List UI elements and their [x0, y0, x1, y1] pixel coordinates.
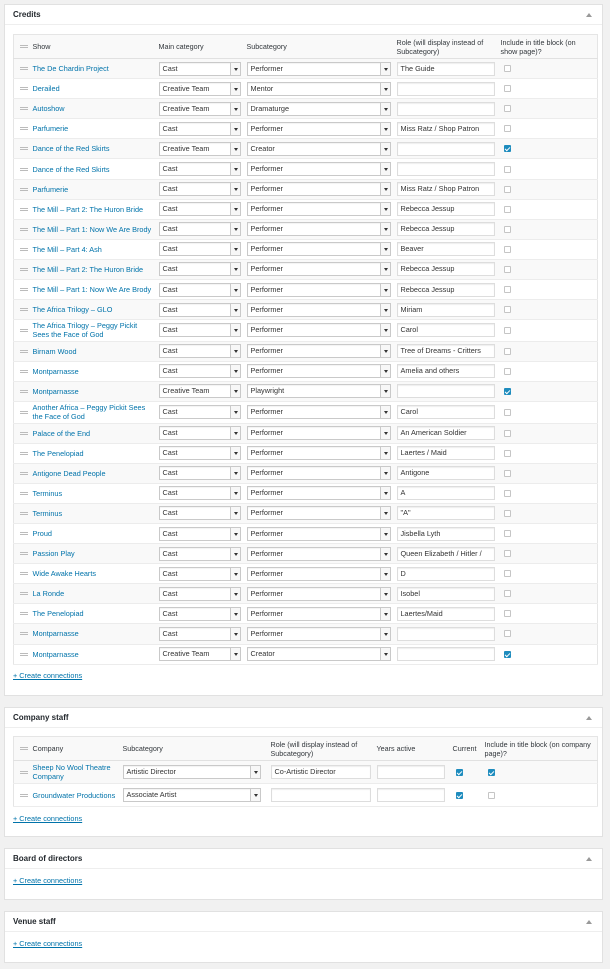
subcategory-select[interactable]: Dramaturge: [247, 102, 391, 116]
drag-handle-icon[interactable]: [20, 432, 28, 435]
show-link[interactable]: Autoshow: [32, 104, 65, 114]
board-create-connections-link[interactable]: + Create connections: [13, 876, 83, 885]
credit-row: [14, 59, 598, 79]
credit-row: [14, 159, 598, 179]
years-active-input[interactable]: [377, 765, 445, 779]
show-link[interactable]: Passion Play: [32, 549, 75, 559]
drag-handle-icon[interactable]: [20, 552, 28, 555]
show-link[interactable]: Dance of the Red Skirts: [32, 144, 110, 154]
drag-handle-icon[interactable]: [20, 592, 28, 595]
role-input[interactable]: Co-Artistic Director: [271, 765, 371, 779]
collapse-arrow-icon[interactable]: [586, 716, 592, 720]
subcategory-select[interactable]: Performer: [247, 202, 391, 216]
drag-handle-icon: [20, 45, 28, 48]
show-link[interactable]: Montparnasse: [32, 366, 79, 376]
drag-handle-icon[interactable]: [20, 350, 28, 353]
credit-row: [14, 320, 598, 342]
show-link[interactable]: The Mill – Part 4: Ash: [32, 244, 102, 254]
role-input[interactable]: Beaver: [397, 242, 495, 256]
credit-row: [14, 463, 598, 483]
main-category-select[interactable]: Cast: [159, 405, 241, 419]
drag-handle-icon[interactable]: [20, 208, 28, 211]
include-title-block-checkbox[interactable]: [488, 792, 495, 799]
subcategory-select[interactable]: Performer: [247, 323, 391, 337]
board-box: [4, 848, 603, 900]
board-title: Board of directors: [13, 854, 83, 863]
drag-handle-icon[interactable]: [20, 248, 28, 251]
include-title-block-checkbox[interactable]: [488, 769, 495, 776]
include-title-block-checkbox[interactable]: [504, 85, 511, 92]
col-company: Company: [30, 737, 120, 761]
role-input[interactable]: Rebecca Jessup: [397, 262, 495, 276]
drag-handle-icon[interactable]: [20, 87, 28, 90]
main-category-select[interactable]: Cast: [159, 162, 241, 176]
show-link[interactable]: Dance of the Red Skirts: [32, 164, 110, 174]
show-link[interactable]: The Penelopiad: [32, 609, 84, 619]
main-category-select[interactable]: Cast: [159, 627, 241, 641]
role-input[interactable]: Rebecca Jessup: [397, 202, 495, 216]
main-category-select[interactable]: Creative Team: [159, 647, 241, 661]
credit-row: [14, 644, 598, 664]
col-include: Include in title block (on show page)?: [498, 35, 598, 59]
subcategory-select[interactable]: Creator: [247, 647, 391, 661]
credit-row: [14, 239, 598, 259]
drag-handle-icon[interactable]: [20, 632, 28, 635]
include-title-block-checkbox[interactable]: [504, 166, 511, 173]
include-title-block-checkbox[interactable]: [504, 409, 511, 416]
role-input[interactable]: Laertes/Maid: [397, 607, 495, 621]
show-link[interactable]: The Mill – Part 2: The Huron Bride: [32, 264, 144, 274]
board-header[interactable]: [5, 849, 602, 869]
subcategory-select[interactable]: Mentor: [247, 82, 391, 96]
include-title-block-checkbox[interactable]: [504, 105, 511, 112]
include-title-block-checkbox[interactable]: [504, 470, 511, 477]
main-category-select[interactable]: Creative Team: [159, 102, 241, 116]
main-category-select[interactable]: Cast: [159, 202, 241, 216]
show-link[interactable]: Antigone Dead People: [32, 468, 106, 478]
role-input[interactable]: A: [397, 486, 495, 500]
include-title-block-checkbox[interactable]: [504, 450, 511, 457]
include-title-block-checkbox[interactable]: [504, 327, 511, 334]
credit-row: [14, 584, 598, 604]
subcategory-select[interactable]: Performer: [247, 242, 391, 256]
credit-row: [14, 219, 598, 239]
credit-row: [14, 79, 598, 99]
main-category-select[interactable]: Cast: [159, 242, 241, 256]
include-title-block-checkbox[interactable]: [504, 125, 511, 132]
show-link[interactable]: La Ronde: [32, 589, 65, 599]
main-category-select[interactable]: Cast: [159, 344, 241, 358]
venue-header[interactable]: [5, 912, 602, 932]
credit-row: [14, 402, 598, 424]
main-category-select[interactable]: Cast: [159, 506, 241, 520]
drag-handle-icon[interactable]: [20, 771, 28, 774]
venue-box: [4, 911, 603, 963]
credits-create-connections-link[interactable]: + Create connections: [13, 671, 83, 681]
drag-handle-icon[interactable]: [20, 308, 28, 311]
role-input[interactable]: [397, 647, 495, 661]
drag-handle-icon[interactable]: [20, 268, 28, 271]
main-category-select[interactable]: Cast: [159, 283, 241, 297]
role-input[interactable]: Isobel: [397, 587, 495, 601]
role-input[interactable]: An American Soldier: [397, 426, 495, 440]
show-link[interactable]: The Penelopiad: [32, 448, 84, 458]
drag-handle-icon[interactable]: [20, 532, 28, 535]
show-link[interactable]: Birnam Wood: [32, 346, 77, 356]
include-title-block-checkbox[interactable]: [504, 550, 511, 557]
include-title-block-checkbox[interactable]: [504, 590, 511, 597]
collapse-arrow-icon[interactable]: [586, 13, 592, 17]
show-link[interactable]: Montparnasse: [32, 629, 79, 639]
role-input[interactable]: D: [397, 567, 495, 581]
col-subcategory: Subcategory: [244, 35, 394, 59]
include-title-block-checkbox[interactable]: [504, 65, 511, 72]
drag-handle-icon[interactable]: [20, 107, 28, 110]
show-link[interactable]: Proud: [32, 529, 52, 539]
credit-row: [14, 99, 598, 119]
credit-row: [14, 544, 598, 564]
main-category-select[interactable]: Creative Team: [159, 142, 241, 156]
role-input[interactable]: Miss Ratz / Shop Patron: [397, 122, 495, 136]
subcategory-select[interactable]: Playwright: [247, 384, 391, 398]
col-years-active: Years active: [374, 737, 450, 761]
drag-handle-icon[interactable]: [20, 390, 28, 393]
credit-row: [14, 423, 598, 443]
show-link[interactable]: The Mill – Part 1: Now We Are Brody: [32, 224, 152, 234]
show-link[interactable]: Another Africa – Peggy Pickit Sees the Face of God: [32, 403, 146, 422]
company-link[interactable]: Groundwater Productions: [32, 790, 116, 800]
subcategory-select[interactable]: Performer: [247, 466, 391, 480]
include-title-block-checkbox[interactable]: [504, 186, 511, 193]
drag-handle-icon[interactable]: [20, 67, 28, 70]
credit-row: [14, 259, 598, 279]
role-input[interactable]: Queen Elizabeth / Hitler /: [397, 547, 495, 561]
subcategory-select[interactable]: Performer: [247, 506, 391, 520]
subcategory-select[interactable]: Performer: [247, 446, 391, 460]
drag-handle-icon[interactable]: [20, 288, 28, 291]
include-title-block-checkbox[interactable]: [504, 246, 511, 253]
credits-title: Credits: [13, 10, 41, 19]
include-title-block-checkbox[interactable]: [504, 388, 511, 395]
include-title-block-checkbox[interactable]: [504, 570, 511, 577]
main-category-select[interactable]: Cast: [159, 547, 241, 561]
main-category-select[interactable]: Cast: [159, 323, 241, 337]
col-current: Current: [450, 737, 482, 761]
subcategory-select[interactable]: Performer: [247, 364, 391, 378]
main-category-select[interactable]: Cast: [159, 607, 241, 621]
role-input[interactable]: Rebecca Jessup: [397, 222, 495, 236]
credit-row: [14, 119, 598, 139]
drag-handle-icon[interactable]: [20, 653, 28, 656]
subcategory-select[interactable]: Performer: [247, 62, 391, 76]
current-checkbox[interactable]: [456, 792, 463, 799]
role-input[interactable]: Amelia and others: [397, 364, 495, 378]
venue-title: Venue staff: [13, 917, 56, 926]
drag-handle-icon: [20, 747, 28, 750]
credit-row: [14, 564, 598, 584]
credits-header[interactable]: [5, 5, 602, 25]
role-input[interactable]: Tree of Dreams - Critters: [397, 344, 495, 358]
role-input[interactable]: [271, 788, 371, 802]
include-title-block-checkbox[interactable]: [504, 226, 511, 233]
subcategory-select[interactable]: Associate Artist: [123, 788, 261, 802]
subcategory-select[interactable]: Performer: [247, 607, 391, 621]
credit-row: [14, 523, 598, 543]
include-title-block-checkbox[interactable]: [504, 430, 511, 437]
main-category-select[interactable]: Creative Team: [159, 384, 241, 398]
col-subcategory: Subcategory: [120, 737, 268, 761]
company-staff-row: [14, 784, 598, 807]
col-show: Show: [30, 35, 156, 59]
subcategory-select[interactable]: Performer: [247, 567, 391, 581]
drag-handle-icon[interactable]: [20, 188, 28, 191]
subcategory-select[interactable]: Performer: [247, 405, 391, 419]
credit-row: [14, 604, 598, 624]
role-input[interactable]: Laertes / Maid: [397, 446, 495, 460]
credits-box: [4, 4, 603, 696]
collapse-arrow-icon[interactable]: [586, 920, 592, 924]
include-title-block-checkbox[interactable]: [504, 490, 511, 497]
role-input[interactable]: Jisbella Lyth: [397, 527, 495, 541]
credit-row: [14, 624, 598, 644]
drag-handle-icon[interactable]: [20, 370, 28, 373]
credit-row: [14, 280, 598, 300]
drag-handle-icon[interactable]: [20, 411, 28, 414]
drag-handle-icon[interactable]: [20, 794, 28, 797]
main-category-select[interactable]: Cast: [159, 262, 241, 276]
include-title-block-checkbox[interactable]: [504, 145, 511, 152]
credit-row: [14, 483, 598, 503]
drag-handle-icon[interactable]: [20, 127, 28, 130]
main-category-select[interactable]: Cast: [159, 587, 241, 601]
subcategory-select[interactable]: Artistic Director: [123, 765, 261, 779]
current-checkbox[interactable]: [456, 769, 463, 776]
show-link[interactable]: Montparnasse: [32, 386, 79, 396]
subcategory-select[interactable]: Performer: [247, 262, 391, 276]
main-category-select[interactable]: Cast: [159, 222, 241, 236]
role-input[interactable]: [397, 384, 495, 398]
include-title-block-checkbox[interactable]: [504, 610, 511, 617]
subcategory-select[interactable]: Performer: [247, 627, 391, 641]
role-input[interactable]: "A": [397, 506, 495, 520]
credit-row: [14, 341, 598, 361]
collapse-arrow-icon[interactable]: [586, 857, 592, 861]
show-link[interactable]: Wide Awake Hearts: [32, 569, 97, 579]
main-category-select[interactable]: Cast: [159, 122, 241, 136]
role-input[interactable]: [397, 82, 495, 96]
subcategory-select[interactable]: Performer: [247, 303, 391, 317]
main-category-select[interactable]: Creative Team: [159, 82, 241, 96]
role-input[interactable]: Carol: [397, 405, 495, 419]
company-staff-box: [4, 707, 603, 837]
show-link[interactable]: The Africa Trilogy – GLO: [32, 305, 113, 315]
drag-handle-icon[interactable]: [20, 228, 28, 231]
company-staff-header[interactable]: [5, 708, 602, 728]
subcategory-select[interactable]: Performer: [247, 122, 391, 136]
show-link[interactable]: The Mill – Part 1: Now We Are Brody: [32, 285, 152, 295]
subcategory-select[interactable]: Performer: [247, 547, 391, 561]
include-title-block-checkbox[interactable]: [504, 206, 511, 213]
credit-row: [14, 179, 598, 199]
include-title-block-checkbox[interactable]: [504, 286, 511, 293]
main-category-select[interactable]: Cast: [159, 182, 241, 196]
main-category-select[interactable]: Cast: [159, 303, 241, 317]
col-role: Role (will display instead of Subcategory): [394, 35, 498, 59]
main-category-select[interactable]: Cast: [159, 426, 241, 440]
company-staff-create-connections-link[interactable]: + Create connections: [13, 813, 83, 823]
subcategory-select[interactable]: Performer: [247, 587, 391, 601]
role-input[interactable]: Carol: [397, 323, 495, 337]
subcategory-select[interactable]: Performer: [247, 426, 391, 440]
drag-handle-icon[interactable]: [20, 452, 28, 455]
drag-handle-icon[interactable]: [20, 512, 28, 515]
main-category-select[interactable]: Cast: [159, 567, 241, 581]
main-category-select[interactable]: Cast: [159, 527, 241, 541]
include-title-block-checkbox[interactable]: [504, 630, 511, 637]
include-title-block-checkbox[interactable]: [504, 530, 511, 537]
drag-handle-icon[interactable]: [20, 472, 28, 475]
credit-row: [14, 443, 598, 463]
main-category-select[interactable]: Cast: [159, 364, 241, 378]
show-link[interactable]: Derailed: [32, 84, 60, 94]
company-staff-table: [13, 736, 598, 807]
col-role: Role (will display instead of Subcategory): [268, 737, 374, 761]
subcategory-select[interactable]: Creator: [247, 142, 391, 156]
include-title-block-checkbox[interactable]: [504, 306, 511, 313]
subcategory-select[interactable]: Performer: [247, 486, 391, 500]
credit-row: [14, 300, 598, 320]
drag-handle-icon[interactable]: [20, 492, 28, 495]
subcategory-select[interactable]: Performer: [247, 527, 391, 541]
role-input[interactable]: [397, 142, 495, 156]
credit-row: [14, 381, 598, 401]
role-input[interactable]: [397, 102, 495, 116]
include-title-block-checkbox[interactable]: [504, 266, 511, 273]
include-title-block-checkbox[interactable]: [504, 510, 511, 517]
drag-handle-icon[interactable]: [20, 572, 28, 575]
role-input[interactable]: [397, 627, 495, 641]
company-link[interactable]: Sheep No Wool Theatre Company: [32, 763, 111, 781]
company-staff-title: Company staff: [13, 713, 69, 722]
main-category-select[interactable]: Cast: [159, 446, 241, 460]
show-link[interactable]: Terminus: [32, 488, 63, 498]
credits-table: [13, 34, 598, 665]
show-link[interactable]: Montparnasse: [32, 649, 79, 659]
col-main-category: Main category: [156, 35, 244, 59]
main-category-select[interactable]: Cast: [159, 62, 241, 76]
role-input[interactable]: Miriam: [397, 303, 495, 317]
show-link[interactable]: The Africa Trilogy – Peggy Pickit Sees the Face of God: [32, 321, 138, 340]
role-input[interactable]: Rebecca Jessup: [397, 283, 495, 297]
role-input[interactable]: Antigone: [397, 466, 495, 480]
show-link[interactable]: The Mill – Part 2: The Huron Bride: [32, 204, 144, 214]
drag-handle-icon[interactable]: [20, 168, 28, 171]
main-category-select[interactable]: Cast: [159, 466, 241, 480]
years-active-input[interactable]: [377, 788, 445, 802]
credit-row: [14, 503, 598, 523]
subcategory-select[interactable]: Performer: [247, 182, 391, 196]
subcategory-select[interactable]: Performer: [247, 283, 391, 297]
company-staff-row: [14, 761, 598, 784]
credit-row: [14, 199, 598, 219]
drag-handle-icon[interactable]: [20, 612, 28, 615]
show-link[interactable]: Parfumerie: [32, 184, 69, 194]
venue-create-connections-link[interactable]: + Create connections: [13, 939, 83, 948]
include-title-block-checkbox[interactable]: [504, 651, 511, 658]
subcategory-select[interactable]: Performer: [247, 344, 391, 358]
subcategory-select[interactable]: Performer: [247, 222, 391, 236]
drag-handle-icon[interactable]: [20, 329, 28, 332]
show-link[interactable]: Palace of the End: [32, 428, 91, 438]
show-link[interactable]: The De Chardin Project: [32, 64, 109, 74]
credit-row: [14, 361, 598, 381]
subcategory-select[interactable]: Performer: [247, 162, 391, 176]
credit-row: [14, 139, 598, 159]
drag-handle-icon[interactable]: [20, 147, 28, 150]
role-input[interactable]: [397, 162, 495, 176]
include-title-block-checkbox[interactable]: [504, 348, 511, 355]
show-link[interactable]: Terminus: [32, 508, 63, 518]
include-title-block-checkbox[interactable]: [504, 368, 511, 375]
role-input[interactable]: The Guide: [397, 62, 495, 76]
role-input[interactable]: Miss Ratz / Shop Patron: [397, 182, 495, 196]
main-category-select[interactable]: Cast: [159, 486, 241, 500]
col-include: Include in title block (on company page)?: [482, 737, 598, 761]
show-link[interactable]: Parfumerie: [32, 124, 69, 134]
